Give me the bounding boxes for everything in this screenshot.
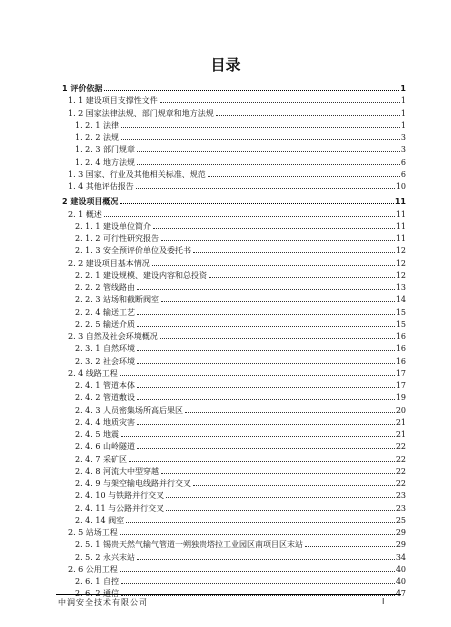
toc-entry-label: 1. 2. 1 法律 (75, 120, 119, 130)
toc-entry-label: 2. 1. 2 可行性研究报告 (75, 234, 159, 243)
toc-dot-leader (120, 571, 395, 572)
toc-entry-label: 2. 5 站场工程 (68, 528, 118, 537)
toc-entry-page: 47 (395, 589, 406, 599)
toc-entry-page: 20 (395, 405, 406, 415)
toc-entry-page: 15 (395, 307, 406, 317)
toc-entry-page: 22 (395, 466, 406, 476)
toc-entry-label: 2. 5. 1 锡贵天然气输气管道一朔独贵塔拉工业园区南项目区末站 (75, 540, 303, 550)
toc-entry-label: 2. 1. 3 安全预评价单位及委托书 (75, 246, 191, 256)
toc-entry[interactable] (75, 340, 406, 353)
toc-dot-leader (120, 375, 395, 376)
toc-dot-leader (104, 216, 395, 217)
toc-entry-label: 2. 2 建设项目基本情况 (68, 258, 150, 268)
toc-entry-label: 2. 1. 1 建设单位简介 (75, 221, 151, 231)
toc-entry-label: 2. 5. 2 永兴末站 (75, 552, 135, 562)
toc-entry-label: 2. 2. 2 管线路由 (75, 283, 135, 292)
toc-entry-label: 2. 3. 2 社会环境 (75, 356, 135, 366)
toc-entry[interactable] (68, 206, 406, 219)
toc-entry[interactable] (75, 573, 406, 586)
toc-entry[interactable] (62, 80, 406, 93)
toc-entry[interactable] (75, 218, 406, 231)
toc-dot-leader (137, 326, 395, 327)
toc-entry[interactable] (75, 353, 406, 366)
toc-entry-page: 6 (400, 169, 406, 179)
toc-dot-leader (193, 485, 395, 486)
toc-dot-leader (121, 139, 400, 140)
toc-entry-label: 2. 2. 5 输送介质 (75, 319, 135, 329)
toc-entry-page: 19 (395, 393, 406, 403)
toc-dot-leader (121, 127, 400, 128)
toc-dot-leader (120, 534, 395, 535)
toc-entry-page: 23 (395, 503, 406, 513)
toc-entry-label: 1. 2. 4 地方法规 (75, 157, 135, 167)
toc-entry[interactable] (75, 414, 406, 427)
toc-entry[interactable] (75, 438, 406, 451)
toc-entry-page: 17 (395, 381, 406, 390)
toc-entry-label: 2. 4. 9 与架空输电线路并行交叉 (75, 479, 191, 488)
toc-entry-page: 11 (395, 221, 406, 231)
toc-dot-leader (137, 399, 395, 400)
toc-dot-leader (161, 473, 395, 474)
toc-dot-leader (136, 188, 395, 189)
toc-entry-page: 21 (395, 430, 406, 439)
toc-entry-label: 2. 2. 3 站场和截断阀室 (75, 295, 159, 305)
toc-entry-page: 3 (400, 145, 406, 155)
toc-entry[interactable] (75, 475, 406, 488)
footer-page-number: I (382, 597, 385, 606)
toc-dot-leader (137, 448, 395, 449)
toc-entry-label: 2. 4. 2 管道敷设 (75, 393, 135, 403)
toc-dot-leader (121, 583, 395, 584)
toc-entry[interactable] (75, 426, 406, 439)
toc-entry-label: 1. 3 国家、行业及其他相关标准、规范 (68, 169, 206, 179)
toc-entry-page: 16 (395, 356, 406, 366)
toc-dot-leader (209, 277, 395, 278)
toc-entry-page: 1 (400, 96, 406, 106)
toc-entry-page: 14 (395, 295, 406, 305)
toc-entry[interactable] (75, 230, 406, 243)
toc-entry-label: 2. 2. 4 输送工艺 (75, 307, 135, 317)
toc-dot-leader (160, 102, 400, 103)
toc-entry-label: 2. 2. 1 建设规模、建设内容和总投资 (75, 270, 207, 280)
toc-entry-label: 2. 3 自然及社会环境概况 (68, 332, 158, 341)
toc-dot-leader (137, 151, 400, 152)
toc-dot-leader (129, 461, 395, 462)
toc-entry[interactable] (75, 141, 406, 154)
toc-entry[interactable] (75, 129, 406, 142)
toc-entry-page: 29 (395, 528, 406, 537)
toc-entry-page: 21 (395, 417, 406, 427)
toc-dot-leader (153, 228, 395, 229)
toc-entry[interactable] (68, 255, 406, 268)
toc-dot-leader (137, 350, 395, 351)
toc-entry-page: 22 (395, 442, 406, 452)
toc-entry[interactable] (68, 561, 406, 574)
toc-entry-label: 1. 2. 2 法规 (75, 133, 119, 142)
toc-entry[interactable] (75, 154, 406, 167)
toc-entry-page: 40 (395, 577, 406, 586)
toc-entry[interactable] (75, 279, 406, 292)
toc-entry-label: 2. 4. 11 与公路并行交叉 (75, 503, 165, 513)
toc-entry-page: 23 (395, 491, 406, 501)
toc-entry-page: 6 (400, 157, 406, 167)
toc-dot-leader (166, 497, 395, 498)
toc-entry-page: 22 (395, 454, 406, 464)
toc-dot-leader (193, 252, 395, 253)
footer-divider (56, 594, 401, 595)
toc-dot-leader (137, 424, 395, 425)
toc-entry-page: 13 (395, 283, 406, 292)
toc-dot-leader (305, 546, 395, 547)
toc-entry-label: 2. 4. 5 地震 (75, 430, 119, 439)
toc-entry[interactable] (68, 178, 406, 191)
toc-dot-leader (137, 387, 395, 388)
toc-dot-leader (137, 164, 400, 165)
toc-entry[interactable] (75, 117, 406, 130)
toc-entry[interactable] (75, 267, 406, 280)
toc-entry-label: 2. 1 概述 (68, 209, 102, 219)
toc-entry-page: 1 (400, 120, 406, 130)
toc-entry[interactable] (75, 463, 406, 476)
toc-entry-page: 25 (395, 515, 406, 525)
toc-entry-label: 1. 2 国家法律法规、部门规章和地方法规 (68, 108, 214, 118)
toc-entry-page: 11 (394, 197, 406, 207)
toc-entry[interactable] (75, 377, 406, 390)
toc-entry-page: 17 (395, 368, 406, 378)
toc-entry[interactable] (68, 92, 406, 105)
toc-entry-label: 2. 4. 7 采矿区 (75, 454, 127, 464)
toc-entry[interactable] (68, 365, 406, 378)
toc-entry-page: 22 (395, 479, 406, 488)
toc-entry-label: 2. 4. 6 山岭隧道 (75, 442, 135, 452)
toc-entry-label: 2. 6. 1 自控 (75, 577, 119, 586)
toc-dot-leader (166, 510, 395, 511)
toc-dot-leader (121, 595, 395, 596)
toc-dot-leader (161, 301, 395, 302)
toc-entry[interactable] (75, 549, 406, 562)
toc-entry-label: 2. 4. 4 地质灾害 (75, 417, 135, 427)
toc-entry[interactable] (68, 166, 406, 179)
toc-entry-page: 40 (395, 564, 406, 574)
toc-entry-page: 11 (395, 209, 406, 219)
toc-entry[interactable] (75, 487, 406, 500)
toc-dot-leader (137, 289, 395, 290)
toc-entry-page: 15 (395, 319, 406, 329)
toc-entry[interactable] (75, 389, 406, 402)
toc-entry-page: 29 (395, 540, 406, 550)
toc-entry-label: 2. 6 公用工程 (68, 564, 118, 574)
toc-dot-leader (160, 338, 395, 339)
toc-entry-page: 11 (395, 234, 406, 243)
toc-dot-leader (104, 90, 399, 91)
toc-entry[interactable] (75, 242, 406, 255)
toc-dot-leader (120, 203, 394, 204)
toc-entry-label: 2. 4. 3 人员密集场所高后果区 (75, 405, 183, 415)
toc-entry-label: 2. 4. 14 阀室 (75, 515, 125, 525)
toc-entry-label: 1 评价依据 (62, 84, 103, 93)
toc-dot-leader (216, 115, 400, 116)
toc-dot-leader (121, 436, 395, 437)
toc-dot-leader (161, 240, 395, 241)
toc-dot-leader (152, 265, 395, 266)
toc-entry[interactable] (68, 328, 406, 341)
toc-entry[interactable] (75, 451, 406, 464)
toc-entry-label: 2. 4. 1 管道本体 (75, 381, 135, 390)
toc-entry[interactable] (75, 512, 406, 525)
toc-entry-label: 1. 2. 3 部门规章 (75, 145, 135, 155)
toc-entry-label: 2. 6. 2 通信 (75, 589, 119, 599)
toc-entry-label: 2. 4. 8 河流大中型穿越 (75, 466, 159, 476)
toc-entry-page: 12 (395, 270, 406, 280)
toc-entry-label: 2. 4 线路工程 (68, 368, 118, 378)
toc-entry[interactable] (75, 500, 406, 513)
toc-dot-leader (185, 412, 395, 413)
toc-dot-leader (137, 363, 395, 364)
toc-entry-page: 12 (395, 246, 406, 256)
toc-entry-label: 2. 4. 10 与铁路并行交叉 (75, 491, 165, 501)
toc-entry-page: 1 (400, 108, 406, 118)
toc-entry[interactable] (68, 524, 406, 537)
toc-entry[interactable] (75, 316, 406, 329)
toc-entry-page: 12 (395, 258, 406, 268)
toc-entry-label: 1. 1 建设项目支撑性文件 (68, 96, 158, 106)
toc-entry[interactable] (62, 193, 406, 206)
toc-entry[interactable] (75, 402, 406, 415)
toc-entry[interactable] (75, 304, 406, 317)
toc-dot-leader (126, 522, 395, 523)
toc-entry-page: 10 (395, 182, 406, 191)
toc-entry[interactable] (75, 536, 406, 549)
toc-entry-page: 1 (400, 84, 406, 93)
toc-dot-leader (208, 176, 400, 177)
toc-dot-leader (137, 559, 395, 560)
footer-company: 中润安全技术有限公司 (58, 598, 148, 607)
toc-entry-page: 16 (395, 332, 406, 341)
toc-entry[interactable] (75, 291, 406, 304)
page-title: 目录 (210, 56, 241, 74)
toc-entry-label: 2 建设项目概况 (62, 197, 119, 207)
toc-entry[interactable] (68, 105, 406, 118)
toc-entry-page: 16 (395, 344, 406, 354)
toc-entry-page: 34 (395, 552, 406, 562)
toc-entry-label: 1. 4 其他评估报告 (68, 182, 134, 191)
toc-entry-label: 2. 3. 1 自然环境 (75, 344, 135, 354)
toc-entry-page: 3 (400, 133, 406, 142)
toc-dot-leader (137, 314, 395, 315)
